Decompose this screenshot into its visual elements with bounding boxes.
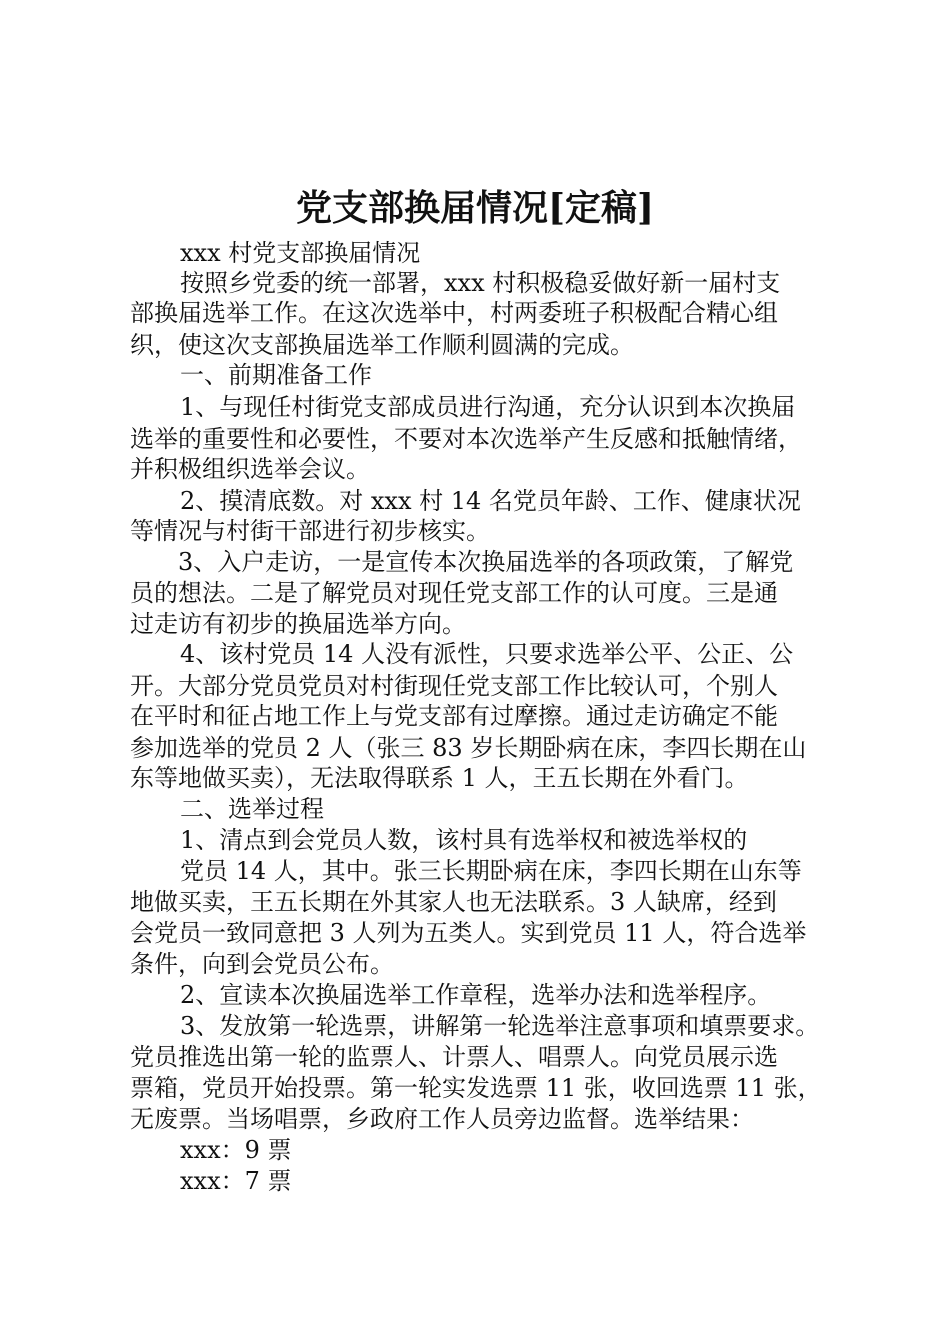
paragraph-line: 按照乡党委的统一部署，xxx 村积极稳妥做好新一届村支: [180, 269, 781, 297]
section-heading: 二、选举过程: [180, 795, 324, 823]
paragraph-line: 并积极组织选举会议。: [130, 455, 370, 483]
paragraph-line: 在平时和征占地工作上与党支部有过摩擦。通过走访确定不能: [130, 702, 778, 730]
paragraph-line: 4、该村党员 14 人没有派性，只要求选举公平、公正、公: [180, 640, 794, 668]
paragraph-line: 部换届选举工作。在这次选举中，村两委班子积极配合精心组: [130, 299, 778, 327]
section-heading: 一、前期准备工作: [180, 361, 372, 389]
paragraph-line: 会党员一致同意把 3 人列为五类人。实到党员 11 人，符合选举: [130, 919, 807, 947]
paragraph-line: 等情况与村街干部进行初步核实。: [130, 517, 490, 545]
paragraph-line: 2、宣读本次换届选举工作章程，选举办法和选举程序。: [180, 981, 772, 1009]
paragraph-line: 党员 14 人，其中。张三长期卧病在床，李四长期在山东等: [180, 857, 802, 885]
paragraph-line: 票箱，党员开始投票。第一轮实发选票 11 张，收回选票 11 张，: [130, 1074, 822, 1102]
paragraph-line: 地做买卖，王五长期在外其家人也无法联系。3 人缺席，经到: [130, 888, 777, 916]
paragraph-line: 选举的重要性和必要性，不要对本次选举产生反感和抵触情绪，: [130, 425, 802, 453]
paragraph-line: 织，使这次支部换届选举工作顺利圆满的完成。: [130, 331, 634, 359]
paragraph-line: 过走访有初步的换届选举方向。: [130, 610, 466, 638]
result-line: xxx：9 票: [180, 1136, 292, 1164]
paragraph-line: xxx 村党支部换届情况: [180, 239, 421, 267]
paragraph-line: 参加选举的党员 2 人（张三 83 岁长期卧病在床，李四长期在山: [130, 734, 807, 762]
paragraph-line: 1、与现任村街党支部成员进行沟通，充分认识到本次换届: [180, 393, 796, 421]
document-title: 党支部换届情况[定稿]: [295, 187, 655, 229]
paragraph-line: 党员推选出第一轮的监票人、计票人、唱票人。向党员展示选: [130, 1043, 778, 1071]
paragraph-line: 1、清点到会党员人数，该村具有选举权和被选举权的: [180, 826, 748, 854]
paragraph-line: 2、摸清底数。对 xxx 村 14 名党员年龄、工作、健康状况: [180, 487, 801, 515]
paragraph-line: 开。大部分党员党员对村街现任党支部工作比较认可，个别人: [130, 672, 778, 700]
paragraph-line: 东等地做买卖），无法取得联系 1 人，王五长期在外看门。: [130, 764, 749, 792]
paragraph-line: 3、发放第一轮选票，讲解第一轮选举注意事项和填票要求。: [180, 1012, 820, 1040]
paragraph-line: 3、入户走访，一是宣传本次换届选举的各项政策，了解党: [178, 548, 794, 576]
paragraph-line: 无废票。当场唱票，乡政府工作人员旁边监督。选举结果：: [130, 1105, 754, 1133]
result-line: xxx：7 票: [180, 1167, 292, 1195]
paragraph-line: 条件，向到会党员公布。: [130, 950, 394, 978]
paragraph-line: 员的想法。二是了解党员对现任党支部工作的认可度。三是通: [130, 579, 778, 607]
